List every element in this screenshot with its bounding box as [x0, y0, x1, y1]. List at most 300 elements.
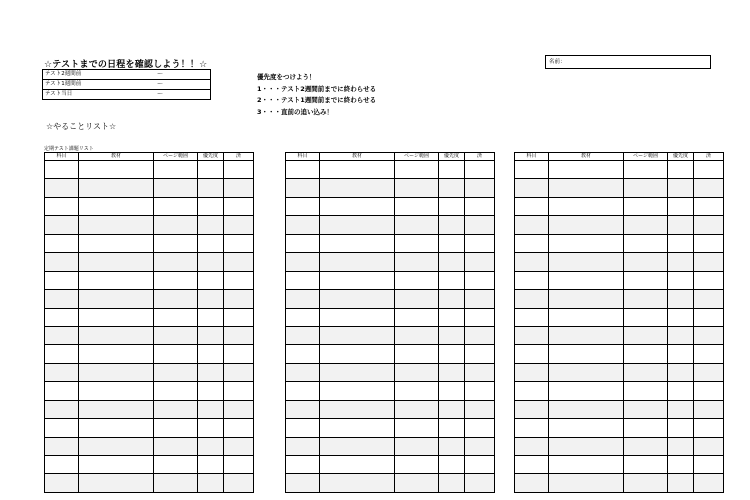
table-cell[interactable] [439, 363, 465, 381]
table-cell[interactable] [224, 253, 254, 271]
table-cell[interactable] [465, 179, 495, 197]
table-cell[interactable] [439, 308, 465, 326]
table-cell[interactable] [320, 382, 395, 400]
table-cell[interactable] [154, 400, 198, 418]
table-cell[interactable] [224, 216, 254, 234]
table-cell[interactable] [549, 326, 624, 344]
table-cell[interactable] [286, 271, 320, 289]
table-cell[interactable] [395, 234, 439, 252]
table-cell[interactable] [668, 474, 694, 492]
table-cell[interactable] [668, 345, 694, 363]
table-cell[interactable] [439, 474, 465, 492]
table-cell[interactable] [694, 253, 724, 271]
table-cell[interactable] [624, 419, 668, 437]
table-cell[interactable] [224, 456, 254, 474]
table-cell[interactable] [465, 161, 495, 179]
table-cell[interactable] [79, 234, 154, 252]
table-cell[interactable] [79, 290, 154, 308]
table-cell[interactable] [624, 290, 668, 308]
table-cell[interactable] [549, 345, 624, 363]
table-cell[interactable] [286, 253, 320, 271]
table-cell[interactable] [439, 456, 465, 474]
table-cell[interactable] [395, 437, 439, 455]
table-cell[interactable] [465, 363, 495, 381]
table-cell[interactable] [624, 345, 668, 363]
table-cell[interactable] [286, 456, 320, 474]
table-cell[interactable] [668, 437, 694, 455]
table-cell[interactable] [515, 253, 549, 271]
table-cell[interactable] [694, 419, 724, 437]
table-cell[interactable] [198, 234, 224, 252]
table-row [45, 363, 254, 381]
table-cell[interactable] [198, 197, 224, 215]
table-cell[interactable] [395, 419, 439, 437]
table-cell[interactable] [154, 437, 198, 455]
table-cell[interactable] [515, 419, 549, 437]
table-header-row [286, 153, 495, 161]
table-cell[interactable] [668, 382, 694, 400]
table-cell[interactable] [286, 345, 320, 363]
table-cell[interactable] [439, 437, 465, 455]
table-cell[interactable] [154, 326, 198, 344]
table-cell[interactable] [439, 382, 465, 400]
table-cell[interactable] [224, 419, 254, 437]
table-cell[interactable] [154, 234, 198, 252]
table-cell[interactable] [465, 345, 495, 363]
table-cell[interactable] [439, 234, 465, 252]
table-cell[interactable] [198, 419, 224, 437]
table-cell[interactable] [395, 382, 439, 400]
table-cell[interactable] [395, 456, 439, 474]
table-cell[interactable] [694, 345, 724, 363]
table-cell[interactable] [79, 474, 154, 492]
table-cell[interactable] [154, 197, 198, 215]
table-cell[interactable] [79, 419, 154, 437]
table-cell[interactable] [224, 474, 254, 492]
table-row [286, 197, 495, 215]
table-cell[interactable] [439, 400, 465, 418]
table-cell[interactable] [286, 216, 320, 234]
table-cell[interactable] [395, 216, 439, 234]
table-row [286, 161, 495, 179]
table-cell[interactable] [465, 253, 495, 271]
table-cell[interactable] [395, 345, 439, 363]
table-cell[interactable] [154, 456, 198, 474]
table-row [45, 382, 254, 400]
table-cell[interactable] [668, 161, 694, 179]
table-cell[interactable] [439, 197, 465, 215]
table-cell[interactable] [45, 216, 79, 234]
table-cell[interactable] [549, 456, 624, 474]
table-cell[interactable] [694, 474, 724, 492]
table-cell[interactable] [224, 326, 254, 344]
table-row [515, 271, 724, 289]
table-cell[interactable] [45, 345, 79, 363]
table-cell[interactable] [198, 382, 224, 400]
table-cell[interactable] [79, 456, 154, 474]
table-cell[interactable] [439, 179, 465, 197]
table-cell[interactable] [45, 271, 79, 289]
table-cell[interactable] [395, 161, 439, 179]
table-cell[interactable] [198, 161, 224, 179]
table-cell[interactable] [198, 271, 224, 289]
schedule-mark: ～ [157, 70, 211, 80]
table-cell[interactable] [395, 271, 439, 289]
table-cell[interactable] [515, 197, 549, 215]
table-row [286, 234, 495, 252]
table-cell[interactable] [465, 437, 495, 455]
table-cell[interactable] [549, 382, 624, 400]
table-cell[interactable] [45, 456, 79, 474]
table-cell[interactable] [198, 363, 224, 381]
table-cell[interactable] [224, 290, 254, 308]
table-cell[interactable] [549, 290, 624, 308]
table-cell[interactable] [549, 253, 624, 271]
table-cell[interactable] [198, 437, 224, 455]
table-cell[interactable] [515, 290, 549, 308]
table-cell[interactable] [515, 179, 549, 197]
table-cell[interactable] [224, 271, 254, 289]
table-cell[interactable] [624, 382, 668, 400]
table-cell[interactable] [198, 456, 224, 474]
table-cell[interactable] [694, 290, 724, 308]
table-cell[interactable] [320, 308, 395, 326]
table-cell[interactable] [198, 326, 224, 344]
table-row [45, 400, 254, 418]
table-cell[interactable] [668, 290, 694, 308]
table-cell[interactable] [45, 419, 79, 437]
table-cell[interactable] [624, 437, 668, 455]
table-cell[interactable] [668, 234, 694, 252]
table-cell[interactable] [439, 161, 465, 179]
table-cell[interactable] [465, 216, 495, 234]
table-cell[interactable] [154, 382, 198, 400]
table-cell[interactable] [286, 363, 320, 381]
table-cell[interactable] [154, 253, 198, 271]
table-row [286, 271, 495, 289]
table-cell[interactable] [224, 161, 254, 179]
table-cell[interactable] [515, 400, 549, 418]
table-cell[interactable] [549, 216, 624, 234]
table-cell[interactable] [668, 197, 694, 215]
table-cell[interactable] [224, 382, 254, 400]
table-cell[interactable] [694, 216, 724, 234]
table-cell[interactable] [320, 161, 395, 179]
table-cell[interactable] [549, 363, 624, 381]
table-cell[interactable] [395, 326, 439, 344]
table-cell[interactable] [198, 179, 224, 197]
name-field[interactable] [545, 55, 711, 69]
table-cell[interactable] [694, 271, 724, 289]
table-cell[interactable] [668, 419, 694, 437]
table-cell[interactable] [154, 290, 198, 308]
table-cell[interactable] [320, 345, 395, 363]
table-cell[interactable] [694, 234, 724, 252]
table-cell[interactable] [79, 161, 154, 179]
table-cell[interactable] [624, 197, 668, 215]
table-cell[interactable] [465, 271, 495, 289]
table-cell[interactable] [549, 400, 624, 418]
table-cell[interactable] [79, 197, 154, 215]
table-cell[interactable] [286, 419, 320, 437]
table-cell[interactable] [624, 400, 668, 418]
table-cell[interactable] [465, 326, 495, 344]
table-cell[interactable] [515, 363, 549, 381]
table-row [286, 253, 495, 271]
table-cell[interactable] [198, 474, 224, 492]
table-cell[interactable] [320, 419, 395, 437]
table-cell[interactable] [224, 179, 254, 197]
table-cell[interactable] [515, 456, 549, 474]
table-row [45, 197, 254, 215]
table-cell[interactable] [320, 400, 395, 418]
todo-title: ☆やることリスト☆ [46, 122, 117, 131]
table-cell[interactable] [465, 234, 495, 252]
table-cell[interactable] [515, 234, 549, 252]
table-cell[interactable] [45, 161, 79, 179]
table-cell[interactable] [79, 326, 154, 344]
table-cell[interactable] [79, 437, 154, 455]
table-cell[interactable] [79, 271, 154, 289]
table-cell[interactable] [286, 400, 320, 418]
table-cell[interactable] [439, 216, 465, 234]
table-cell[interactable] [465, 197, 495, 215]
table-cell[interactable] [549, 197, 624, 215]
table-cell[interactable] [79, 345, 154, 363]
table-row [515, 253, 724, 271]
table-cell[interactable] [465, 474, 495, 492]
table-cell[interactable] [668, 179, 694, 197]
table-cell[interactable] [224, 234, 254, 252]
table-cell[interactable] [624, 216, 668, 234]
table-cell[interactable] [668, 271, 694, 289]
table-cell[interactable] [198, 400, 224, 418]
table-cell[interactable] [320, 456, 395, 474]
table-cell[interactable] [624, 234, 668, 252]
table-cell[interactable] [224, 400, 254, 418]
table-row [45, 161, 254, 179]
table-cell[interactable] [79, 308, 154, 326]
table-cell[interactable] [45, 179, 79, 197]
table-cell[interactable] [79, 400, 154, 418]
table-cell[interactable] [515, 308, 549, 326]
table-cell[interactable] [668, 326, 694, 344]
table-cell[interactable] [465, 290, 495, 308]
table-row [286, 216, 495, 234]
table-cell[interactable] [286, 234, 320, 252]
table-cell[interactable] [286, 197, 320, 215]
table-cell[interactable] [549, 161, 624, 179]
table-cell[interactable] [198, 216, 224, 234]
table-cell[interactable] [45, 234, 79, 252]
column-header: ページ範囲 [154, 153, 198, 161]
table-cell[interactable] [198, 253, 224, 271]
table-cell[interactable] [624, 179, 668, 197]
table-row [515, 345, 724, 363]
table-cell[interactable] [198, 290, 224, 308]
table-cell[interactable] [154, 363, 198, 381]
table-cell[interactable] [549, 419, 624, 437]
table-cell[interactable] [286, 308, 320, 326]
table-cell[interactable] [320, 271, 395, 289]
table-cell[interactable] [549, 474, 624, 492]
table-cell[interactable] [624, 271, 668, 289]
table-cell[interactable] [320, 234, 395, 252]
task-table-3 [514, 152, 724, 493]
table-cell[interactable] [224, 308, 254, 326]
table-cell[interactable] [320, 290, 395, 308]
table-cell[interactable] [439, 290, 465, 308]
table-cell[interactable] [45, 308, 79, 326]
table-cell[interactable] [395, 474, 439, 492]
table-cell[interactable] [624, 253, 668, 271]
table-cell[interactable] [45, 253, 79, 271]
table-cell[interactable] [624, 474, 668, 492]
table-cell[interactable] [439, 419, 465, 437]
table-cell[interactable] [79, 382, 154, 400]
table-cell[interactable] [694, 456, 724, 474]
table-cell[interactable] [668, 308, 694, 326]
table-cell[interactable] [694, 326, 724, 344]
table-cell[interactable] [668, 363, 694, 381]
table-cell[interactable] [45, 474, 79, 492]
table-cell[interactable] [286, 474, 320, 492]
table-cell[interactable] [465, 456, 495, 474]
table-cell[interactable] [549, 179, 624, 197]
table-cell[interactable] [515, 345, 549, 363]
column-header: ページ範囲 [624, 153, 668, 161]
table-cell[interactable] [395, 179, 439, 197]
table-cell[interactable] [624, 161, 668, 179]
table-cell[interactable] [694, 363, 724, 381]
table-cell[interactable] [224, 363, 254, 381]
table-cell[interactable] [694, 400, 724, 418]
table-cell[interactable] [439, 253, 465, 271]
table-cell[interactable] [198, 308, 224, 326]
table-cell[interactable] [79, 179, 154, 197]
table-cell[interactable] [224, 197, 254, 215]
table-row [286, 308, 495, 326]
table-cell[interactable] [154, 419, 198, 437]
table-cell[interactable] [395, 363, 439, 381]
table-cell[interactable] [694, 437, 724, 455]
table-cell[interactable] [154, 179, 198, 197]
table-cell[interactable] [286, 179, 320, 197]
table-cell[interactable] [320, 363, 395, 381]
table-cell[interactable] [465, 382, 495, 400]
table-cell[interactable] [515, 382, 549, 400]
table-cell[interactable] [45, 437, 79, 455]
table-cell[interactable] [515, 216, 549, 234]
table-cell[interactable] [154, 161, 198, 179]
table-cell[interactable] [45, 363, 79, 381]
column-header: 教材 [320, 153, 395, 161]
table-cell[interactable] [45, 326, 79, 344]
table-cell[interactable] [624, 456, 668, 474]
table-cell[interactable] [79, 363, 154, 381]
table-cell[interactable] [694, 308, 724, 326]
table-cell[interactable] [154, 474, 198, 492]
table-cell[interactable] [286, 382, 320, 400]
table-cell[interactable] [549, 308, 624, 326]
table-cell[interactable] [549, 271, 624, 289]
table-cell[interactable] [154, 216, 198, 234]
table-cell[interactable] [694, 161, 724, 179]
table-cell[interactable] [45, 382, 79, 400]
table-cell[interactable] [395, 290, 439, 308]
table-cell[interactable] [45, 197, 79, 215]
table-cell[interactable] [694, 179, 724, 197]
table-cell[interactable] [668, 253, 694, 271]
table-cell[interactable] [465, 400, 495, 418]
table-cell[interactable] [515, 271, 549, 289]
table-row [45, 308, 254, 326]
table-cell[interactable] [439, 345, 465, 363]
table-cell[interactable] [320, 437, 395, 455]
table-cell[interactable] [515, 474, 549, 492]
table-cell[interactable] [694, 197, 724, 215]
table-cell[interactable] [45, 290, 79, 308]
task-table-1 [44, 152, 254, 493]
table-cell[interactable] [668, 456, 694, 474]
table-cell[interactable] [395, 400, 439, 418]
table-cell[interactable] [549, 437, 624, 455]
table-cell[interactable] [320, 197, 395, 215]
table-row [45, 437, 254, 455]
table-cell[interactable] [439, 326, 465, 344]
table-cell[interactable] [154, 308, 198, 326]
table-cell[interactable] [79, 253, 154, 271]
table-cell[interactable] [668, 400, 694, 418]
table-cell[interactable] [515, 437, 549, 455]
table-cell[interactable] [694, 382, 724, 400]
table-row [45, 271, 254, 289]
table-cell[interactable] [465, 308, 495, 326]
table-cell[interactable] [320, 253, 395, 271]
table-cell[interactable] [224, 437, 254, 455]
table-cell[interactable] [395, 308, 439, 326]
table-cell[interactable] [668, 216, 694, 234]
table-cell[interactable] [439, 271, 465, 289]
table-cell[interactable] [320, 216, 395, 234]
table-cell[interactable] [395, 253, 439, 271]
table-cell[interactable] [320, 179, 395, 197]
table-cell[interactable] [286, 437, 320, 455]
column-header: 教材 [549, 153, 624, 161]
table-cell[interactable] [198, 345, 224, 363]
table-cell[interactable] [224, 345, 254, 363]
table-cell[interactable] [465, 419, 495, 437]
table-cell[interactable] [549, 234, 624, 252]
table-cell[interactable] [320, 474, 395, 492]
table-cell[interactable] [45, 400, 79, 418]
table-cell[interactable] [320, 326, 395, 344]
table-cell[interactable] [624, 308, 668, 326]
table-cell[interactable] [286, 326, 320, 344]
table-row [515, 326, 724, 344]
table-cell[interactable] [515, 161, 549, 179]
priority-item-2: 2・・・テスト1週間前までに終わらせる [257, 96, 377, 104]
table-cell[interactable] [624, 326, 668, 344]
table-cell[interactable] [154, 345, 198, 363]
table-cell[interactable] [154, 271, 198, 289]
table-cell[interactable] [395, 197, 439, 215]
table-cell[interactable] [286, 161, 320, 179]
table-cell[interactable] [79, 216, 154, 234]
table-cell[interactable] [286, 290, 320, 308]
table-cell[interactable] [515, 326, 549, 344]
table-cell[interactable] [624, 363, 668, 381]
